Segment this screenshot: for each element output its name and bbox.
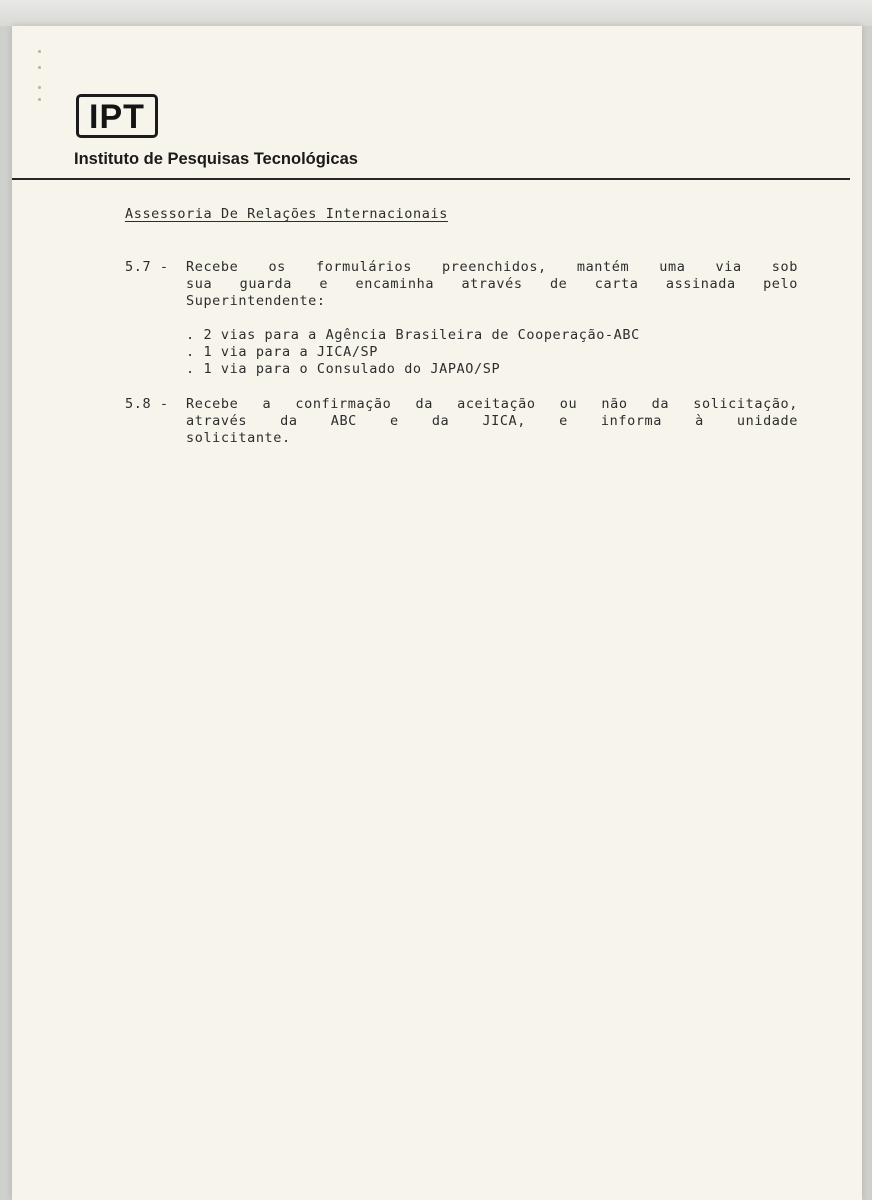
- ipt-logo: [76, 94, 158, 138]
- item-text-line: sua guarda e encaminha através de carta assinada pelo: [186, 276, 798, 292]
- item-text-line: Recebe os formulários preenchidos, mantém uma via sob: [186, 259, 798, 275]
- punch-mark: [38, 66, 41, 69]
- document-page: [12, 26, 862, 1200]
- punch-mark: [38, 86, 41, 89]
- item-number: 5.8 -: [125, 396, 169, 412]
- logo-text: IPT: [89, 97, 145, 136]
- item-text-line: Recebe a confirmação da aceitação ou não da solicitação,: [186, 396, 798, 412]
- list-item: . 2 vias para a Agência Brasileira de Cooperação-ABC: [186, 327, 640, 343]
- department-heading: Assessoria De Relações Internacionais: [125, 206, 448, 222]
- scan-background: [0, 0, 872, 26]
- header-rule: [12, 178, 850, 180]
- list-item: . 1 via para o Consulado do JAPAO/SP: [186, 361, 501, 377]
- punch-mark: [38, 98, 41, 101]
- item-text-line: Superintendente:: [186, 293, 326, 309]
- punch-mark: [38, 50, 41, 53]
- item-text-line: através da ABC e da JICA, e informa à unidade: [186, 413, 798, 429]
- list-item: . 1 via para a JICA/SP: [186, 344, 379, 360]
- item-number: 5.7 -: [125, 259, 169, 275]
- item-text-line: solicitante.: [186, 430, 291, 446]
- institute-name: Instituto de Pesquisas Tecnológicas: [74, 150, 358, 168]
